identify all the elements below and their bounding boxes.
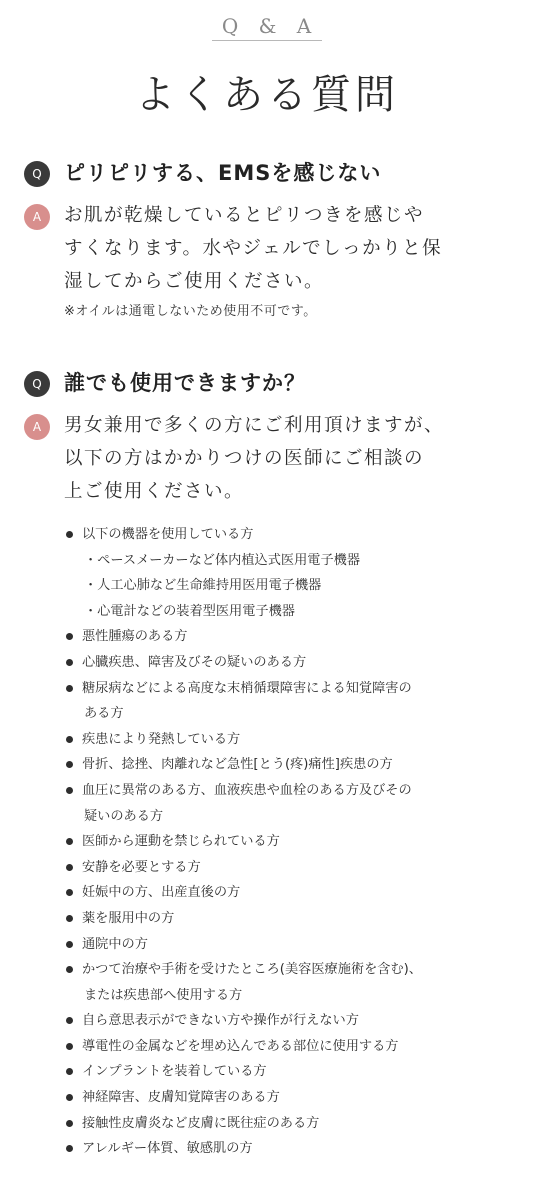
q-badge: Q	[24, 161, 50, 187]
answer-row	[24, 199, 514, 319]
list-item: 薬を服用中の方	[66, 906, 514, 932]
answer-line: 上ご使用ください。	[64, 481, 245, 502]
answer-text	[64, 409, 444, 508]
list-item-continuation: または疾患部へ使用する方	[84, 987, 243, 1003]
answer-line: 湿してからご使用ください。	[64, 271, 325, 292]
answer-note: ※オイルは通電しないため使用不可です。	[64, 304, 317, 319]
list-item-continuation: 疑いのある方	[84, 808, 164, 824]
list-item: 接触性皮膚炎など皮膚に既往症のある方	[66, 1111, 514, 1137]
list-item: 以下の機器を使用している方	[66, 522, 514, 548]
list-subitem: ・ペースメーカーなど体内植込式医用電子機器	[84, 552, 361, 568]
qa-item-1	[24, 161, 514, 319]
list-item: 妊娠中の方、出産直後の方	[66, 880, 514, 906]
list-item: アレルギー体質、敏感肌の方	[66, 1136, 514, 1162]
list-subitem: ・心電計などの装着型医用電子機器	[84, 603, 295, 619]
question-text: ピリピリする、EMSを感じない	[64, 161, 382, 185]
a-badge: A	[24, 414, 50, 440]
page-header	[0, 14, 534, 120]
page-title: よくある質問	[135, 72, 399, 118]
list-item: かつて治療や手術を受けたところ(美容医療施術を含む)、	[66, 957, 514, 983]
answer-line: 男女兼用で多くの方にご利用頂けますが、	[64, 415, 445, 436]
list-item-continuation: ある方	[84, 706, 124, 722]
question-row	[24, 161, 514, 187]
qa-item-2	[24, 371, 514, 1162]
answer-text	[64, 199, 442, 298]
list-item: 悪性腫瘍のある方	[66, 624, 514, 650]
answer-body	[64, 199, 442, 319]
question-text: 誰でも使用できますか？	[64, 371, 306, 395]
contraindication-list	[24, 522, 514, 1162]
list-item: 心臓疾患、障害及びその疑いのある方	[66, 650, 514, 676]
list-item: 神経障害、皮膚知覚障害のある方	[66, 1085, 514, 1111]
list-item: 安静を必要とする方	[66, 855, 514, 881]
answer-line: 以下の方はかかりつけの医師にご相談の	[64, 448, 425, 469]
q-badge: Q	[24, 371, 50, 397]
list-item: インプラントを装着している方	[66, 1059, 514, 1085]
list-item: 通院中の方	[66, 932, 514, 958]
list-item: 骨折、捻挫、肉離れなど急性[とう(疼)痛性]疾患の方	[66, 752, 514, 778]
question-row	[24, 371, 514, 397]
list-item: 疾患により発熱している方	[66, 727, 514, 753]
list-item: 糖尿病などによる高度な末梢循環障害による知覚障害の	[66, 676, 514, 702]
answer-line: お肌が乾燥しているとピリつきを感じや	[64, 205, 425, 226]
list-item: 医師から運動を禁じられている方	[66, 829, 514, 855]
a-badge: A	[24, 204, 50, 230]
answer-line: すくなります。水やジェルでしっかりと保	[64, 238, 443, 259]
qa-label: Q & A	[212, 14, 322, 41]
list-item: 自ら意思表示ができない方や操作が行えない方	[66, 1008, 514, 1034]
list-subitem: ・人工心肺など生命維持用医用電子機器	[84, 578, 322, 594]
answer-row	[24, 409, 514, 508]
list-item: 導電性の金属などを埋め込んである部位に使用する方	[66, 1034, 514, 1060]
list-item: 血圧に異常のある方、血液疾患や血栓のある方及びその	[66, 778, 514, 804]
